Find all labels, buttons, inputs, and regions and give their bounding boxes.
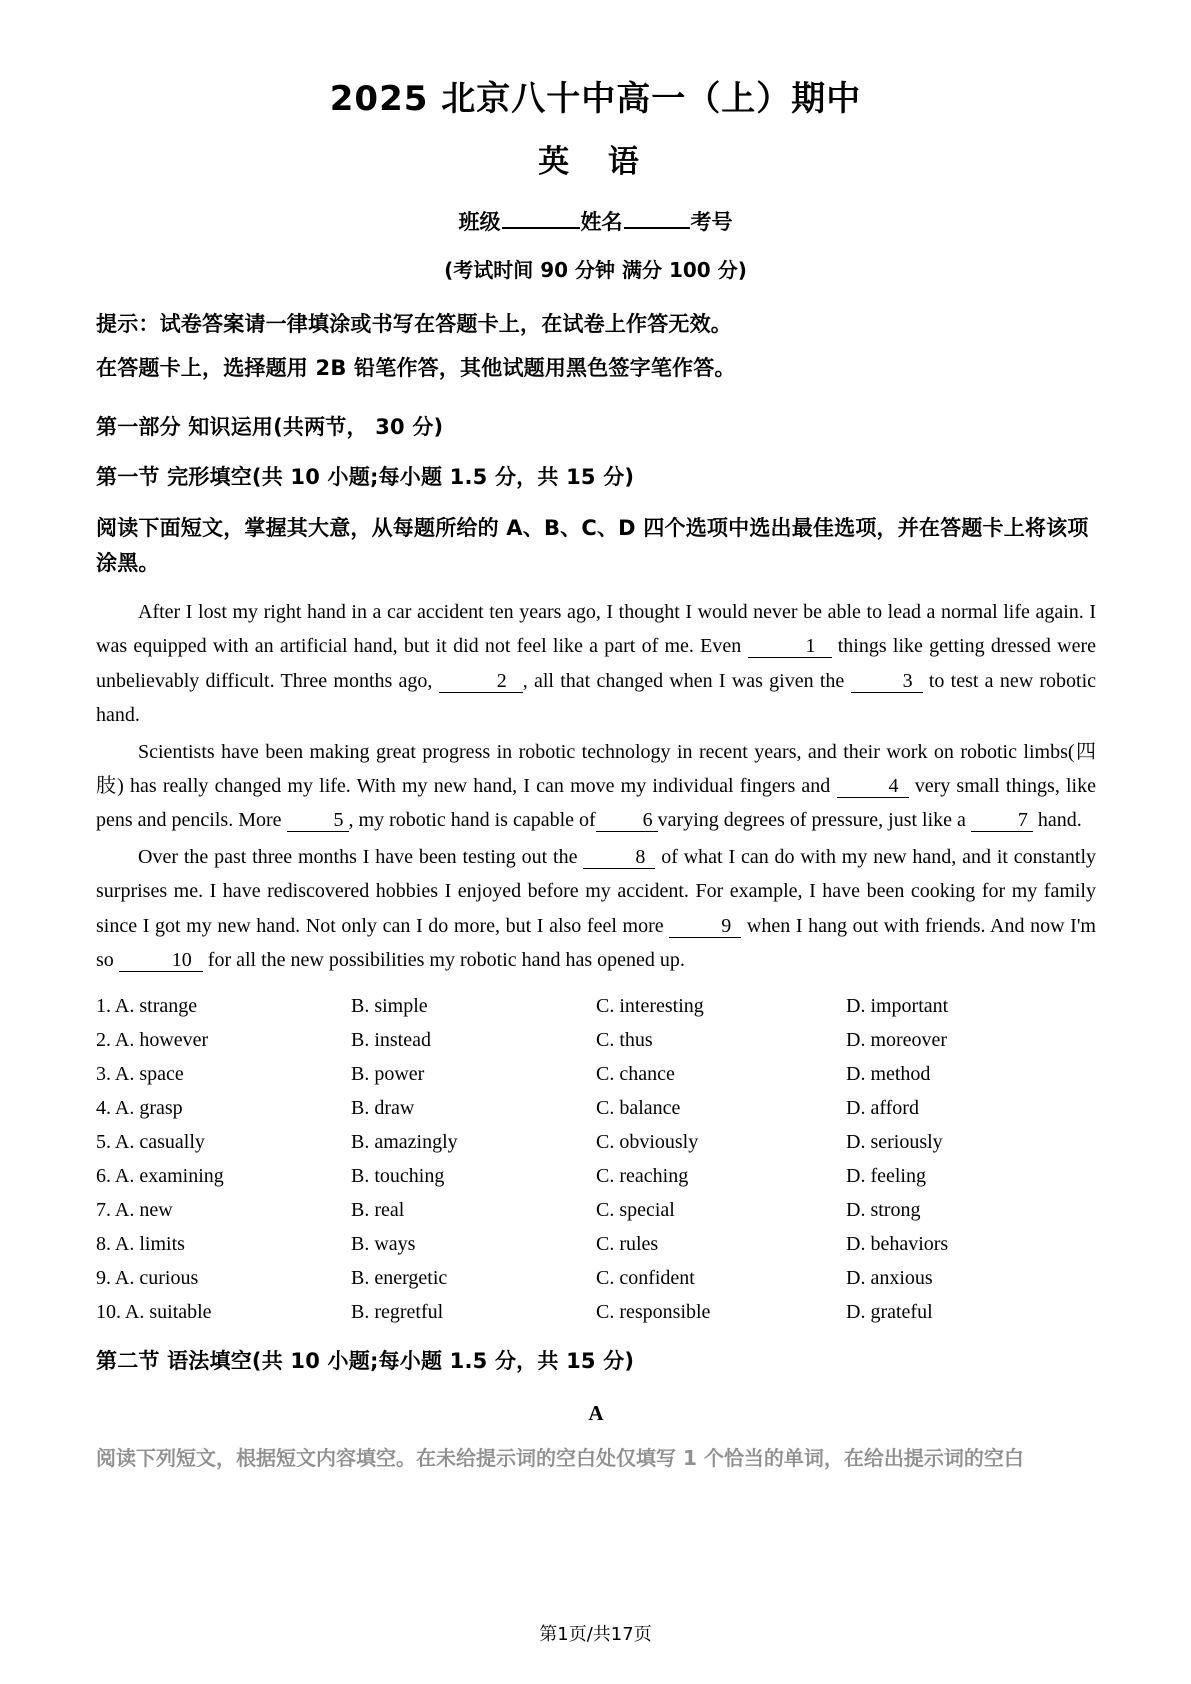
option-a[interactable] — [96, 1023, 351, 1057]
option-a[interactable] — [96, 1091, 351, 1125]
option-d[interactable]: D. important — [846, 995, 949, 1018]
passage-text: when I hang out with friends. And now I'm so — [96, 914, 1096, 971]
section-two-directive: 阅读下列短文，根据短文内容填空。在未给提示词的空白处仅填写 1 个恰当的单词，在给出提示词的空白 — [96, 1445, 1024, 1470]
question-number: 5. — [96, 1131, 111, 1154]
option-d[interactable]: D. afford — [846, 1097, 919, 1120]
question-row — [96, 1227, 1096, 1261]
option-d[interactable]: D. feeling — [846, 1165, 926, 1188]
question-number: 3. — [96, 1063, 111, 1086]
cloze-options-list — [96, 977, 1096, 1329]
option-b[interactable]: B. amazingly — [351, 1131, 458, 1154]
cloze-blank-9[interactable]: 9 — [669, 916, 741, 938]
option-a-label: A. casually — [114, 1131, 205, 1154]
passage-text: , my robotic hand is capable of — [348, 809, 596, 832]
option-a[interactable] — [96, 989, 351, 1023]
passage-text: Scientists have been making great progress in robotic technology in recent years, and their work on robotic limbs(四肢) has really changed my life. With my new hand, I can move my individual fingers and — [96, 740, 1096, 797]
option-a-label: A. strange — [114, 995, 198, 1018]
time-and-score-line: (考试时间 90 分钟 满分 100 分) — [444, 258, 747, 283]
student-id-line — [0, 181, 1191, 236]
option-c[interactable]: C. responsible — [596, 1301, 711, 1324]
option-a[interactable] — [96, 1125, 351, 1159]
option-a-label: A. grasp — [114, 1097, 183, 1120]
option-b[interactable]: B. ways — [351, 1233, 416, 1256]
option-a-label: A. examining — [114, 1165, 224, 1188]
cloze-blank-5[interactable]: 5 — [287, 810, 349, 832]
question-row — [96, 1193, 1096, 1227]
question-number: 7. — [96, 1199, 111, 1222]
question-number: 4. — [96, 1097, 111, 1120]
passage-paragraph-1 — [96, 581, 1096, 733]
cloze-blank-4[interactable]: 4 — [837, 776, 909, 798]
question-number: 9. — [96, 1267, 111, 1290]
notice-line-2: 在答题卡上，选择题用 2B 铅笔作答，其他试题用黑色签字笔作答。 — [96, 356, 736, 381]
option-d[interactable]: D. behaviors — [846, 1233, 949, 1256]
passage-text: things like getting dressed were unbelievably difficult. Three months ago, — [96, 635, 1096, 692]
passage-text: , all that changed when I was given the — [522, 669, 845, 692]
option-d[interactable]: D. seriously — [846, 1131, 943, 1154]
question-number: 10. — [96, 1301, 121, 1324]
name-blank[interactable] — [624, 205, 690, 229]
option-b[interactable]: B. instead — [351, 1029, 431, 1052]
document-body — [0, 283, 1191, 1474]
passage-text: very small things, like pens and pencils. More — [96, 775, 1096, 832]
option-b[interactable]: B. simple — [351, 995, 428, 1018]
option-a-label: A. limits — [114, 1233, 185, 1256]
question-row — [96, 1261, 1096, 1295]
option-c[interactable]: C. thus — [596, 1029, 653, 1052]
cloze-blank-8[interactable]: 8 — [583, 847, 655, 869]
cloze-blank-1[interactable]: 1 — [748, 636, 832, 658]
option-d[interactable]: D. strong — [846, 1199, 921, 1222]
question-number: 8. — [96, 1233, 111, 1256]
cloze-blank-10[interactable]: 10 — [119, 950, 203, 972]
option-a[interactable] — [96, 1227, 351, 1261]
passage-text: hand. — [1037, 809, 1082, 832]
option-c[interactable]: C. rules — [596, 1233, 659, 1256]
class-blank[interactable] — [502, 205, 580, 229]
option-a-label: A. however — [114, 1029, 209, 1052]
section-one-directive: 阅读下面短文，掌握其大意，从每题所给的 A、B、C、D 四个选项中选出最佳选项，并在答题卡上将该项涂黑。 — [96, 515, 1089, 575]
cloze-blank-2[interactable]: 2 — [439, 671, 523, 693]
option-d[interactable]: D. moreover — [846, 1029, 948, 1052]
option-a-label: A. new — [114, 1199, 173, 1222]
option-c[interactable]: C. special — [596, 1199, 675, 1222]
page-footer: 第1页/共17页 — [539, 1624, 652, 1645]
passage-letter-a: A — [588, 1400, 604, 1425]
option-c[interactable]: C. confident — [596, 1267, 695, 1290]
option-c[interactable]: C. reaching — [596, 1165, 689, 1188]
exam-no-label: 考号 — [690, 210, 733, 235]
option-c[interactable]: C. chance — [596, 1063, 675, 1086]
question-number: 2. — [96, 1029, 111, 1052]
option-a-label: A. curious — [114, 1267, 199, 1290]
question-number: 6. — [96, 1165, 111, 1188]
passage-text: for all the new possibilities my robotic hand has opened up. — [207, 948, 685, 971]
option-a[interactable] — [96, 1159, 351, 1193]
notice-line-1: 提示：试卷答案请一律填涂或书写在答题卡上，在试卷上作答无效。 — [96, 312, 732, 337]
question-row — [96, 1023, 1096, 1057]
cloze-blank-6[interactable]: 6 — [596, 810, 658, 832]
name-label: 姓名 — [580, 210, 623, 235]
option-c[interactable]: C. obviously — [596, 1131, 699, 1154]
option-a-label: A. space — [114, 1063, 184, 1086]
option-b[interactable]: B. regretful — [351, 1301, 444, 1324]
part-one-heading: 第一部分 知识运用(共两节， 30 分) — [96, 415, 444, 440]
passage-text: After I lost my right hand in a car accident ten years ago, I thought I would never be able to lead a normal life again. I was equipped with an artificial hand, but it did not feel like a part of me. Even — [96, 601, 1096, 658]
option-d[interactable]: D. grateful — [846, 1301, 933, 1324]
option-b[interactable]: B. real — [351, 1199, 405, 1222]
page-title: 2025 北京八十中高一（上）期中 — [329, 79, 862, 119]
option-b[interactable]: B. touching — [351, 1165, 445, 1188]
option-c[interactable]: C. interesting — [596, 995, 704, 1018]
option-a[interactable] — [96, 1295, 351, 1329]
option-a[interactable] — [96, 1261, 351, 1295]
question-row — [96, 1159, 1096, 1193]
question-row — [96, 989, 1096, 1023]
option-c[interactable]: C. balance — [596, 1097, 681, 1120]
cloze-blank-3[interactable]: 3 — [851, 671, 923, 693]
passage-paragraph-2 — [96, 733, 1096, 838]
passage-paragraph-3 — [96, 838, 1096, 978]
passage-text: of what I can do with my new hand, and it constantly surprises me. I have rediscovered hobbies I enjoyed before my accident. For example, I have been cooking for my family since I got my new hand. Not only can I do more, but I also feel more — [96, 845, 1097, 937]
subject-title: 英 语 — [538, 143, 653, 180]
option-a[interactable] — [96, 1057, 351, 1091]
section-one-heading: 第一节 完形填空(共 10 小题;每小题 1.5 分，共 15 分) — [96, 464, 635, 489]
section-two-heading: 第二节 语法填空(共 10 小题;每小题 1.5 分，共 15 分) — [96, 1349, 635, 1374]
option-b[interactable]: B. power — [351, 1063, 425, 1086]
class-label: 班级 — [458, 210, 501, 235]
question-row — [96, 1091, 1096, 1125]
option-a[interactable] — [96, 1193, 351, 1227]
question-number: 1. — [96, 995, 111, 1018]
question-row — [96, 1125, 1096, 1159]
option-d[interactable]: D. anxious — [846, 1267, 933, 1290]
cloze-blank-7[interactable]: 7 — [971, 810, 1033, 832]
passage-text: to test a new robotic hand. — [96, 669, 1097, 727]
question-row — [96, 1057, 1096, 1091]
option-d[interactable]: D. method — [846, 1063, 931, 1086]
option-b[interactable]: B. energetic — [351, 1267, 448, 1290]
option-b[interactable]: B. draw — [351, 1097, 415, 1120]
passage-text: varying degrees of pressure, just like a — [657, 809, 966, 832]
option-a-label: A. suitable — [124, 1301, 212, 1324]
question-row — [96, 1295, 1096, 1329]
passage-text: Over the past three months I have been testing out the — [138, 845, 578, 868]
